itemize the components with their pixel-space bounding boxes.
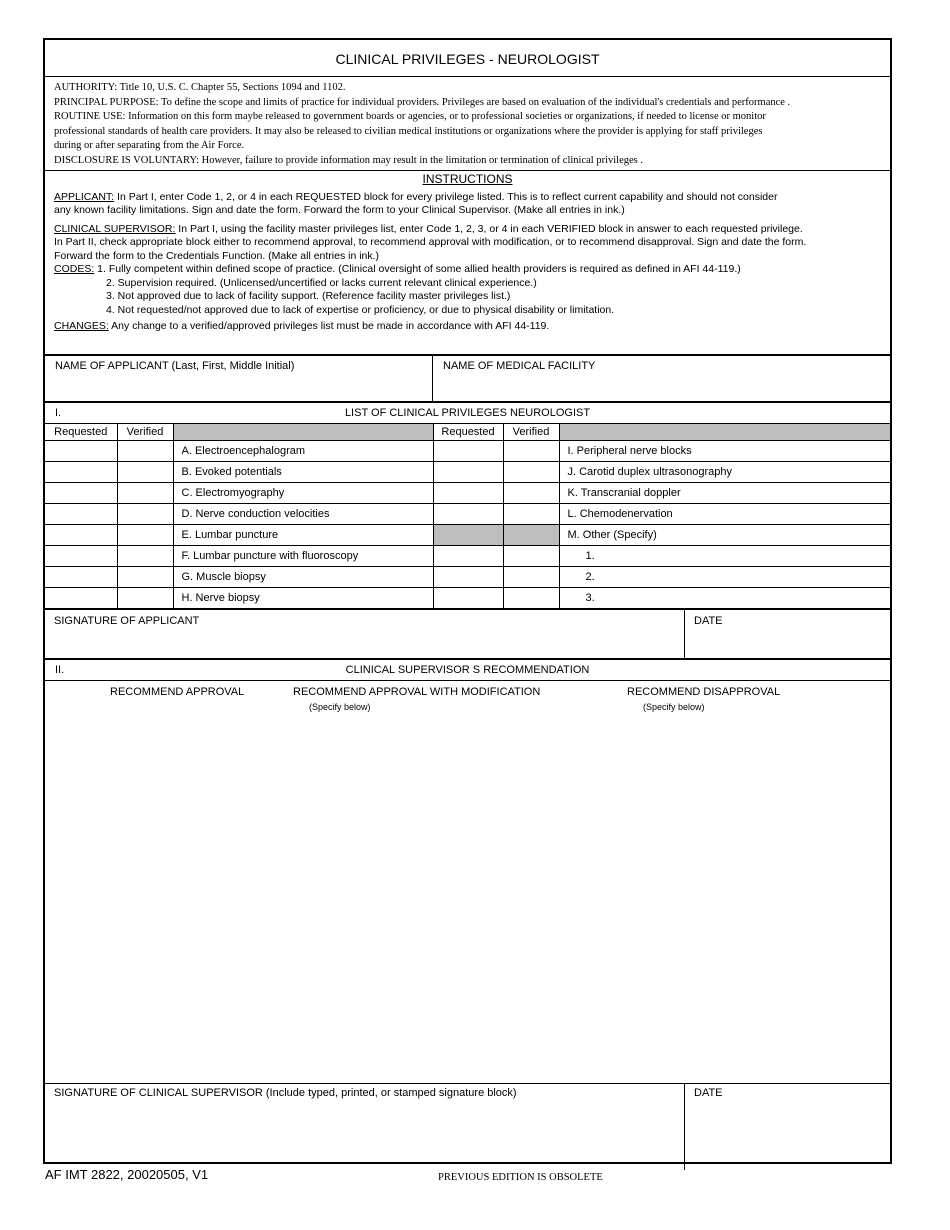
form-id: AF IMT 2822, 20020505, V1	[45, 1167, 209, 1182]
verified-cell[interactable]	[117, 482, 173, 503]
disabled-cell	[433, 524, 503, 545]
code-3: 3. Not approved due to lack of facility support. (Reference facility master privileges list.)	[106, 290, 511, 302]
code-4: 4. Not requested/not approved due to lack of expertise or proficiency, or due to physical disability or limitation.	[106, 303, 615, 316]
privilege-label: D. Nerve conduction velocities	[173, 503, 433, 524]
instructions-section	[45, 171, 890, 356]
applicant-label: APPLICANT:	[54, 190, 115, 203]
facility-name-field[interactable]	[433, 356, 605, 401]
table-row	[45, 545, 890, 566]
modify-specify: (Specify below)	[309, 701, 371, 712]
supervisor-signature-field[interactable]	[45, 1084, 685, 1170]
verified-cell[interactable]	[117, 566, 173, 587]
supervisor-instr-1: In Part I, using the facility master privileges list, enter Code 1, 2, 3, or 4 in each VERIFIED block in answer to each requested privilege.	[175, 222, 803, 235]
form-title: CLINICAL PRIVILEGES - NEUROLOGIST	[45, 40, 890, 77]
routine-use-line: ROUTINE USE: Information on this form maybe released to government boards or agencies, or to professional societies or organizations, if needed to license or monitor	[54, 111, 766, 122]
privilege-label: H. Nerve biopsy	[173, 587, 433, 608]
code-2: 2. Supervision required. (Unlicensed/uncertified or lacks current relevant clinical experience.)	[106, 276, 537, 289]
disapprove-specify: (Specify below)	[643, 701, 705, 712]
verified-cell[interactable]	[503, 545, 559, 566]
other-specify-line[interactable]: 1.	[559, 545, 890, 566]
privilege-label: E. Lumbar puncture	[173, 524, 433, 545]
part2-number: II.	[55, 663, 65, 676]
code-1: 1. Fully competent within defined scope of practice. (Clinical oversight of some allied health providers is required as defined in AFI 44-119.)	[94, 263, 741, 275]
table-row	[45, 482, 890, 503]
disapprove-label: RECOMMEND DISAPPROVAL	[627, 685, 781, 698]
requested-cell[interactable]	[45, 524, 117, 545]
requested-cell[interactable]	[45, 461, 117, 482]
other-specify-line[interactable]: 2.	[559, 566, 890, 587]
other-specify-line[interactable]: 3.	[559, 587, 890, 608]
part1-heading: LIST OF CLINICAL PRIVILEGES NEUROLOGIST	[344, 407, 591, 419]
requested-cell[interactable]	[433, 440, 503, 461]
applicant-name-label: NAME OF APPLICANT (Last, First, Middle Initial)	[55, 360, 295, 372]
supervisor-instr-3: Forward the form to the Credentials Function. (Make all entries in ink.)	[54, 249, 380, 262]
verified-cell[interactable]	[503, 587, 559, 608]
applicant-signature-label: SIGNATURE OF APPLICANT	[54, 614, 200, 627]
applicant-date-field[interactable]	[685, 610, 732, 658]
verified-cell[interactable]	[117, 524, 173, 545]
part2-heading: CLINICAL SUPERVISOR S RECOMMENDATION	[345, 663, 590, 676]
privilege-label: I. Peripheral nerve blocks	[559, 440, 890, 461]
date-label: DATE	[694, 614, 723, 627]
routine-use-line-3: during or after separating from the Air Force.	[54, 140, 245, 151]
verified-cell[interactable]	[503, 440, 559, 461]
recommend-modification-option[interactable]	[293, 686, 540, 712]
requested-cell[interactable]	[433, 482, 503, 503]
requested-cell[interactable]	[45, 482, 117, 503]
recommend-disapproval-option[interactable]	[627, 686, 780, 712]
verified-cell[interactable]	[503, 566, 559, 587]
privileges-table	[45, 424, 890, 609]
part1-header	[45, 403, 890, 424]
col-requested-right: Requested	[433, 424, 503, 440]
facility-name-label: NAME OF MEDICAL FACILITY	[443, 360, 596, 372]
col-verified-left: Verified	[117, 424, 173, 440]
routine-use-line-2: professional standards of health care providers. It may also be released to civilian medical institutions or organizations where the provider is applying for staff privileges	[54, 125, 763, 137]
verified-cell[interactable]	[117, 440, 173, 461]
privilege-label: C. Electromyography	[173, 482, 433, 503]
instructions-heading: INSTRUCTIONS	[422, 172, 513, 186]
purpose-line: PRINCIPAL PURPOSE: To define the scope and limits of practice for individual providers. Privileges are based on evaluation of the individual's credentials and performance .	[54, 96, 791, 108]
edition-note: PREVIOUS EDITION IS OBSOLETE	[438, 1172, 603, 1183]
verified-cell[interactable]	[117, 587, 173, 608]
requested-cell[interactable]	[433, 545, 503, 566]
supervisor-signature-label: SIGNATURE OF CLINICAL SUPERVISOR (Include typed, printed, or stamped signature block)	[54, 1086, 517, 1099]
requested-cell[interactable]	[45, 440, 117, 461]
table-row	[45, 503, 890, 524]
applicant-signature-field[interactable]	[45, 610, 685, 658]
requested-cell[interactable]	[45, 587, 117, 608]
verified-cell[interactable]	[117, 461, 173, 482]
table-row	[45, 566, 890, 587]
requested-cell[interactable]	[433, 503, 503, 524]
requested-cell[interactable]	[45, 545, 117, 566]
privilege-label: G. Muscle biopsy	[173, 566, 433, 587]
approve-label: RECOMMEND APPROVAL	[110, 685, 245, 698]
privilege-label: B. Evoked potentials	[173, 461, 433, 482]
modify-label: RECOMMEND APPROVAL WITH MODIFICATION	[293, 685, 541, 698]
verified-cell[interactable]	[503, 461, 559, 482]
privacy-act-statement	[45, 77, 890, 171]
codes-label: CODES:	[54, 263, 95, 275]
privilege-label: J. Carotid duplex ultrasonography	[559, 461, 890, 482]
recommendation-area[interactable]	[45, 681, 890, 1084]
part2-header	[45, 660, 890, 681]
table-row	[45, 440, 890, 461]
privileges-form	[43, 38, 892, 1164]
privilege-label: M. Other (Specify)	[559, 524, 890, 545]
requested-cell[interactable]	[433, 566, 503, 587]
disabled-cell	[503, 524, 559, 545]
applicant-instr-1: In Part I, enter Code 1, 2, or 4 in each REQUESTED block for every privilege listed. This is to reflect current capability and should not consider	[114, 190, 778, 203]
table-header-row	[45, 424, 890, 440]
recommend-approval-option[interactable]	[110, 686, 244, 698]
privilege-label: L. Chemodenervation	[559, 503, 890, 524]
privilege-label: K. Transcranial doppler	[559, 482, 890, 503]
changes-label: CHANGES:	[54, 320, 109, 332]
verified-cell[interactable]	[117, 545, 173, 566]
verified-cell[interactable]	[503, 503, 559, 524]
requested-cell[interactable]	[433, 587, 503, 608]
requested-cell[interactable]	[433, 461, 503, 482]
verified-cell[interactable]	[117, 503, 173, 524]
part1-number: I.	[55, 407, 62, 419]
table-row	[45, 524, 890, 545]
supervisor-signature-row	[45, 1084, 890, 1170]
supervisor-date-field[interactable]	[685, 1084, 732, 1170]
supervisor-label: CLINICAL SUPERVISOR:	[54, 222, 176, 235]
names-row	[45, 356, 890, 403]
requested-cell[interactable]	[45, 566, 117, 587]
supervisor-instr-2: In Part II, check appropriate block either to recommend approval, to recommend approval with modification, or to recommend disapproval. Sign and date the form.	[54, 236, 807, 248]
col-verified-right: Verified	[503, 424, 559, 440]
table-row	[45, 587, 890, 608]
applicant-name-field[interactable]	[45, 356, 433, 401]
header-gray-right	[559, 424, 890, 440]
requested-cell[interactable]	[45, 503, 117, 524]
date-label: DATE	[694, 1086, 723, 1099]
applicant-instr-2: any known facility limitations. Sign and date the form. Forward the form to your Clinical Supervisor. (Make all entries in ink.)	[54, 204, 625, 216]
header-gray-left	[173, 424, 433, 440]
privilege-label: A. Electroencephalogram	[173, 440, 433, 461]
verified-cell[interactable]	[503, 482, 559, 503]
col-requested-left: Requested	[45, 424, 117, 440]
table-row	[45, 461, 890, 482]
changes-text: Any change to a verified/approved privileges list must be made in accordance with AFI 44-119.	[108, 320, 550, 332]
disclosure-line: DISCLOSURE IS VOLUNTARY: However, failure to provide information may result in the limitation or termination of clinical privileges .	[54, 154, 643, 166]
applicant-signature-row	[45, 609, 890, 660]
authority-line: AUTHORITY: Title 10, U.S. C. Chapter 55, Sections 1094 and 1102.	[54, 82, 346, 93]
privilege-label: F. Lumbar puncture with fluoroscopy	[173, 545, 433, 566]
